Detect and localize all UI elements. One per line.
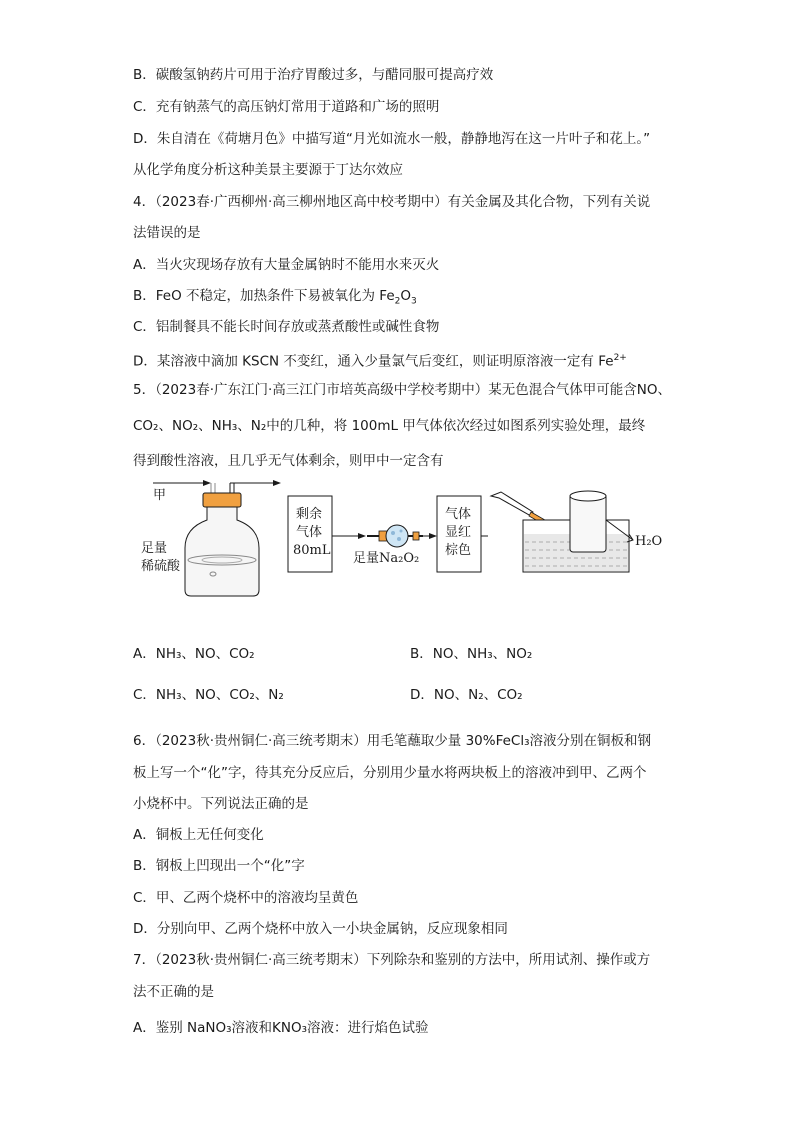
remaining-gas-line1: 剩余 <box>296 507 323 522</box>
question-7-stem-cont: 法不正确的是 <box>133 984 214 1000</box>
box2-line1: 气体 <box>445 507 472 522</box>
question-5-stem-cont2: 得到酸性溶液，且几乎无气体剩余，则甲中一定含有 <box>133 453 444 469</box>
question-6-stem-cont1: 板上写一个“化”字，待其充分反应后，分别用少量水将两块板上的溶液冲到甲、乙两个 <box>133 765 647 781</box>
option-4d-text: D．某溶液中滴加 KSCN 不变红，通入少量氯气后变红，则证明原溶液一定有 Fe <box>133 353 614 370</box>
option-6d: D．分别向甲、乙两个烧杯中放入一小块金属钠，反应现象相同 <box>133 921 508 937</box>
option-3d-cont: 从化学角度分析这种美景主要源于丁达尔效应 <box>133 162 403 178</box>
bottle-label-line2: 稀硫酸 <box>141 559 181 574</box>
option-5d: D．NO、N₂、CO₂ <box>410 687 523 703</box>
gas-jia-label: 甲 <box>153 488 167 503</box>
option-4b-text: B．FeO 不稳定，加热条件下易被氧化为 Fe <box>133 288 395 304</box>
option-4b-sub1: 2 <box>394 296 401 307</box>
question-4-stem-cont: 法错误的是 <box>133 225 201 241</box>
option-4b-o: O <box>400 288 412 304</box>
remaining-gas-line3: 80mL <box>293 543 331 558</box>
option-6a: A．铜板上无任何变化 <box>133 827 264 843</box>
option-4d <box>133 349 627 371</box>
question-5-stem-cont1: CO₂、NO₂、NH₃、N₂中的几种，将 100mL 甲气体依次经过如图系列实验处理，最终 <box>133 418 646 434</box>
option-4c: C．铝制餐具不能长时间存放或蒸煮酸性或碱性食物 <box>133 319 440 335</box>
box2-line3: 棕色 <box>445 543 472 558</box>
option-3b: B．碳酸氢钠药片可用于治疗胃酸过多，与醋同服可提高疗效 <box>133 67 494 83</box>
experiment-diagram <box>133 478 673 608</box>
option-6c: C．甲、乙两个烧杯中的溶液均呈黄色 <box>133 890 359 906</box>
box2-line2: 显红 <box>445 525 472 540</box>
question-5-stem: 5．（2023春·广东江门·高三江门市培英高级中学校考期中）某无色混合气体甲可能含NO、 <box>133 382 672 398</box>
option-4a: A．当火灾现场存放有大量金属钠时不能用水来灭火 <box>133 257 440 273</box>
question-6-stem-cont2: 小烧杯中。下列说法正确的是 <box>133 796 309 812</box>
question-4-stem: 4．（2023春·广西柳州·高三柳州地区高中校考期中）有关金属及其化合物，下列有关说 <box>133 194 651 210</box>
water-label: H₂O <box>635 534 663 549</box>
option-5a: A．NH₃、NO、CO₂ <box>133 646 255 662</box>
option-4b <box>133 287 417 311</box>
option-4d-sup: 2+ <box>613 353 627 363</box>
question-6-stem: 6．（2023秋·贵州铜仁·高三统考期末）用毛笔蘸取少量 30%FeCl₃溶液分别在铜板和钢 <box>133 733 651 749</box>
option-6b: B．钢板上凹现出一个“化”字 <box>133 858 305 874</box>
reagent-label: 足量Na₂O₂ <box>353 551 420 566</box>
option-3c: C．充有钠蒸气的高压钠灯常用于道路和广场的照明 <box>133 99 440 115</box>
water-trough <box>491 491 633 572</box>
na2o2-tube <box>367 525 423 547</box>
question-7-stem: 7．（2023秋·贵州铜仁·高三统考期末）下列除杂和鉴别的方法中，所用试剂、操作或方 <box>133 952 651 968</box>
option-3d: D．朱自清在《荷塘月色》中描写道“月光如流水一般，静静地泻在这一片叶子和花上。” <box>133 131 651 147</box>
option-5b: B．NO、NH₃、NO₂ <box>410 646 533 662</box>
option-5c: C．NH₃、NO、CO₂、N₂ <box>133 687 284 703</box>
option-7a: A．鉴别 NaNO₃溶液和KNO₃溶液：进行焰色试验 <box>133 1020 429 1036</box>
bottle-label-line1: 足量 <box>141 541 168 556</box>
gas-washing-bottle <box>185 480 281 596</box>
remaining-gas-line2: 气体 <box>296 525 323 540</box>
option-4b-sub2: 3 <box>411 296 417 307</box>
